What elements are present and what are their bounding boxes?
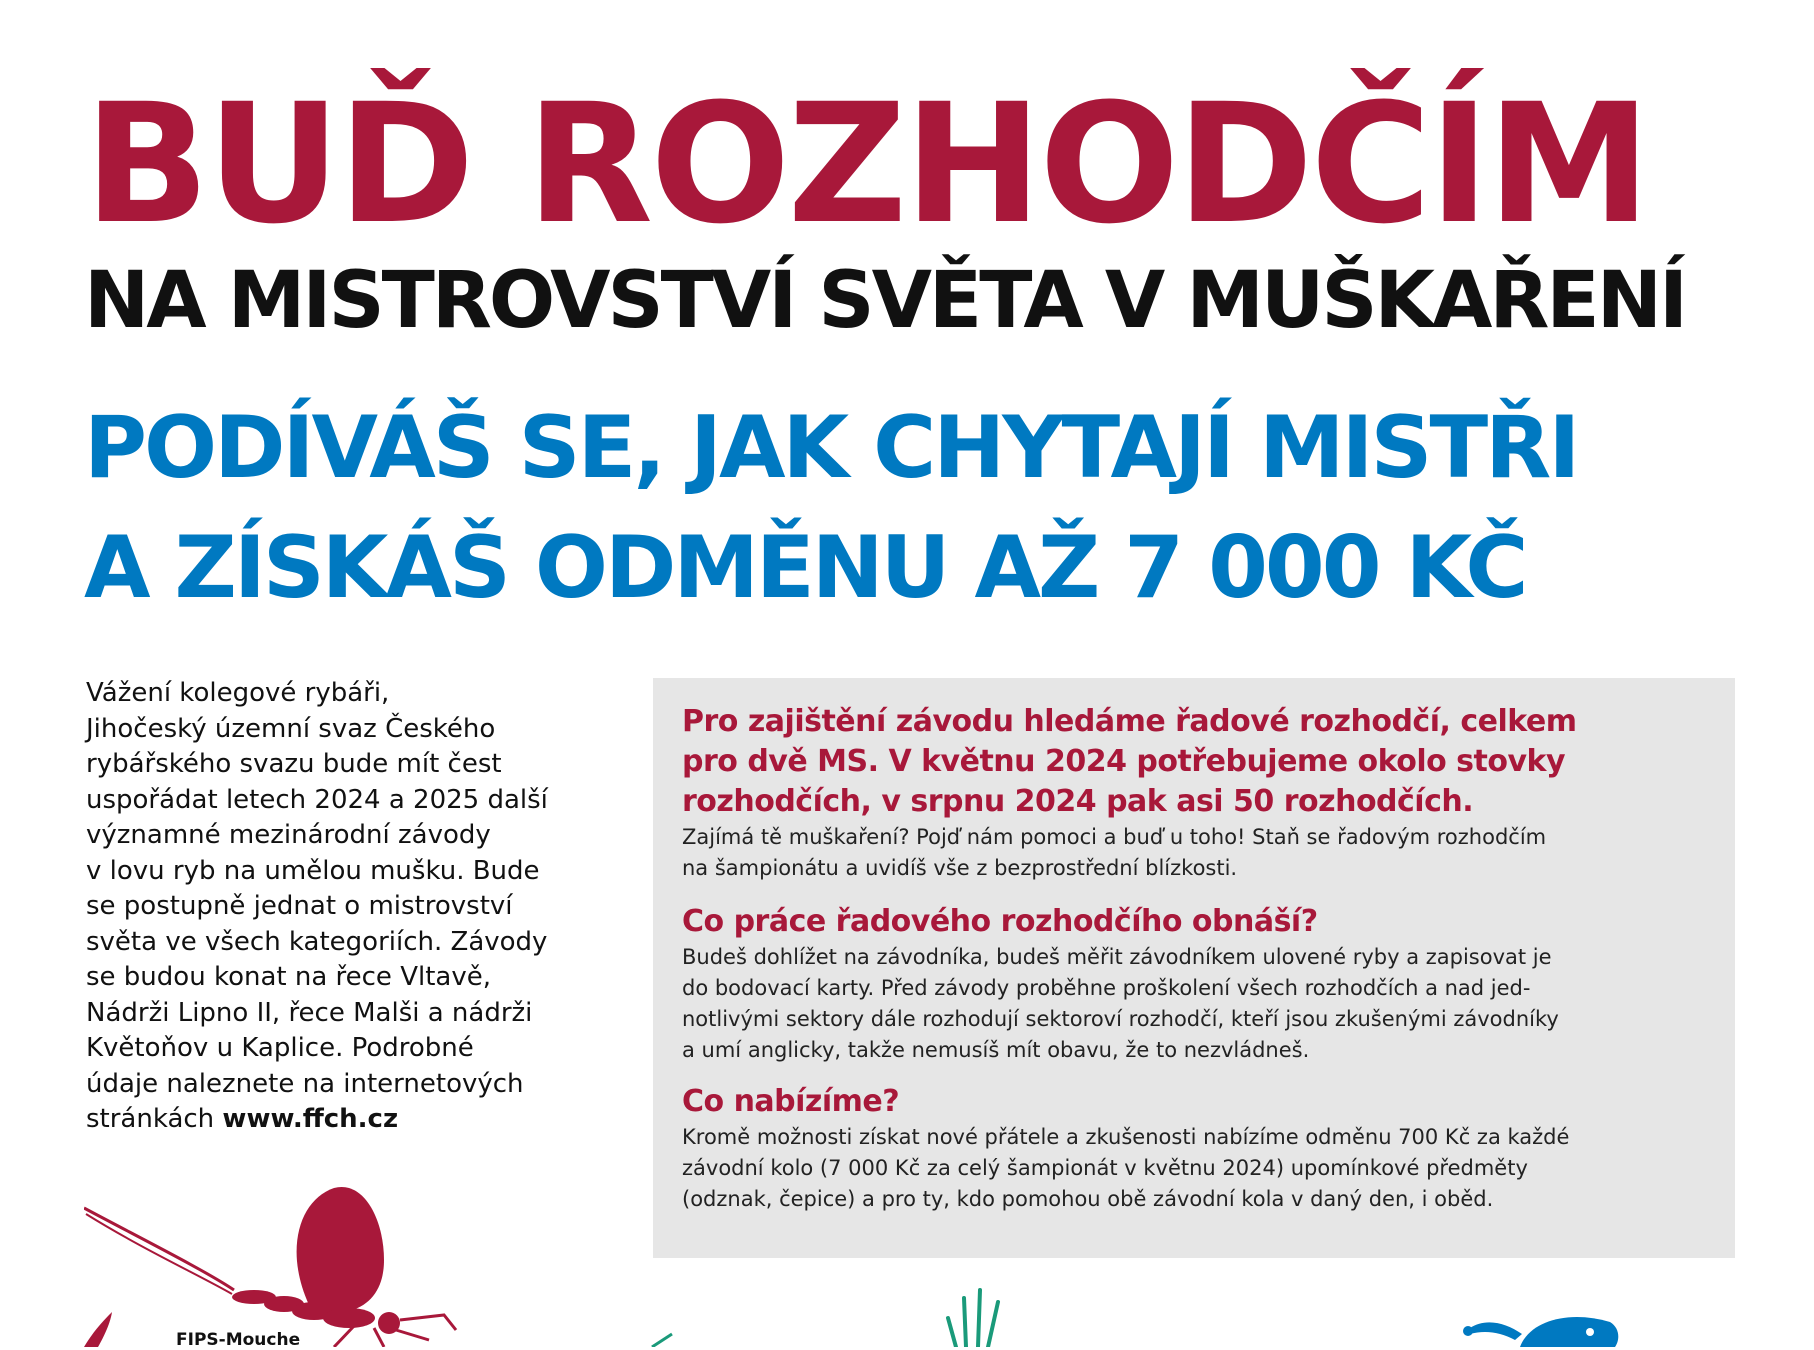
- intro-line: světa ve všech kategoriích. Závody: [86, 926, 548, 957]
- duties-line: a umí anglicky, takže nemusíš mít obavu, že to nezvládneš.: [682, 1038, 1310, 1062]
- info-box: [653, 678, 1735, 1258]
- intro-last-prefix: stránkách: [86, 1104, 223, 1134]
- tagline-line-2: A ZÍSKÁŠ ODMĚNU AŽ 7 000 KČ: [84, 518, 1526, 618]
- lead-text-line: na šampionátu a uvidíš vše z bezprostřední blízkosti.: [682, 856, 1238, 880]
- intro-line: se postupně jednat o mistrovství: [86, 891, 513, 921]
- section-text-duties: [682, 942, 1702, 1066]
- offer-line: závodní kolo (7 000 Kč za celý šampionát v květnu 2024) upomínkové předměty: [682, 1156, 1528, 1180]
- fish-icon: [1460, 1300, 1620, 1347]
- intro-line: Květoňov u Kaplice. Podrobné: [86, 1033, 474, 1063]
- mayfly-icon: [84, 1180, 484, 1347]
- intro-line: uspořádat letech 2024 a 2025 další: [86, 784, 548, 815]
- duties-line: do bodovací karty. Před závody proběhne proškolení všech rozhodčích a nad jed-: [682, 976, 1531, 1000]
- fips-logo-caption: FIPS-Mouche: [176, 1330, 301, 1350]
- intro-line: Jihočeský územní svaz Českého: [86, 713, 496, 744]
- duties-line: notlivými sektory dále rozhodují sektoroví rozhodčí, kteří jsou zkušenými závodníky: [682, 1007, 1559, 1031]
- intro-last-line: [86, 1102, 606, 1138]
- lead-heading-line: rozhodčích, v srpnu 2024 pak asi 50 rozhodčích.: [682, 784, 1474, 819]
- offer-line: (odznak, čepice) a pro ty, kdo pomohou obě závodní kola v daný den, i oběd.: [682, 1187, 1494, 1211]
- section-heading-offer: Co nabízíme?: [682, 1084, 900, 1119]
- lead-heading-line: pro dvě MS. V květnu 2024 potřebujeme okolo stovky: [682, 744, 1566, 779]
- section-heading-duties: Co práce řadového rozhodčího obnáší?: [682, 904, 1318, 939]
- duties-line: Budeš dohlížet na závodníka, budeš měřit závodníkem ulovené ryby a zapisovat je: [682, 945, 1552, 969]
- intro-line: v lovu ryb na umělou mušku. Bude: [86, 855, 540, 886]
- main-title: BUĎ ROZHODČÍM: [84, 68, 1649, 260]
- website-link[interactable]: www.ffch.cz: [222, 1104, 399, 1134]
- intro-line: se budou konat na řece Vltavě,: [86, 962, 491, 992]
- intro-line: Vážení kolegové rybáři,: [86, 678, 390, 708]
- intro-paragraph: [86, 676, 606, 1138]
- lead-text: [682, 822, 1702, 884]
- lead-text-line: Zajímá tě muškaření? Pojď nám pomoci a buď u toho! Staň se řadovým rozhodčím: [682, 825, 1547, 849]
- intro-line: významné mezinárodní závody: [86, 820, 491, 850]
- intro-line: Nádrži Lipno II, řece Malši a nádrži: [86, 997, 533, 1028]
- tagline-line-1: PODÍVÁŠ SE, JAK CHYTAJÍ MISTŘI: [84, 398, 1578, 498]
- intro-line: údaje naleznete na internetových: [86, 1068, 524, 1099]
- offer-line: Kromě možnosti získat nové přátele a zkušenosti nabízíme odměnu 700 Kč za každé: [682, 1125, 1570, 1149]
- fishing-rods-icon: [940, 1288, 1020, 1347]
- reed-icon: [650, 1332, 680, 1347]
- subtitle: NA MISTROVSTVÍ SVĚTA V MUŠKAŘENÍ: [84, 256, 1685, 346]
- lead-heading-line: Pro zajištění závodu hledáme řadové rozhodčí, celkem: [682, 704, 1577, 739]
- section-text-offer: [682, 1122, 1702, 1215]
- lead-heading: [682, 702, 1702, 822]
- intro-line: rybářského svazu bude mít čest: [86, 749, 502, 779]
